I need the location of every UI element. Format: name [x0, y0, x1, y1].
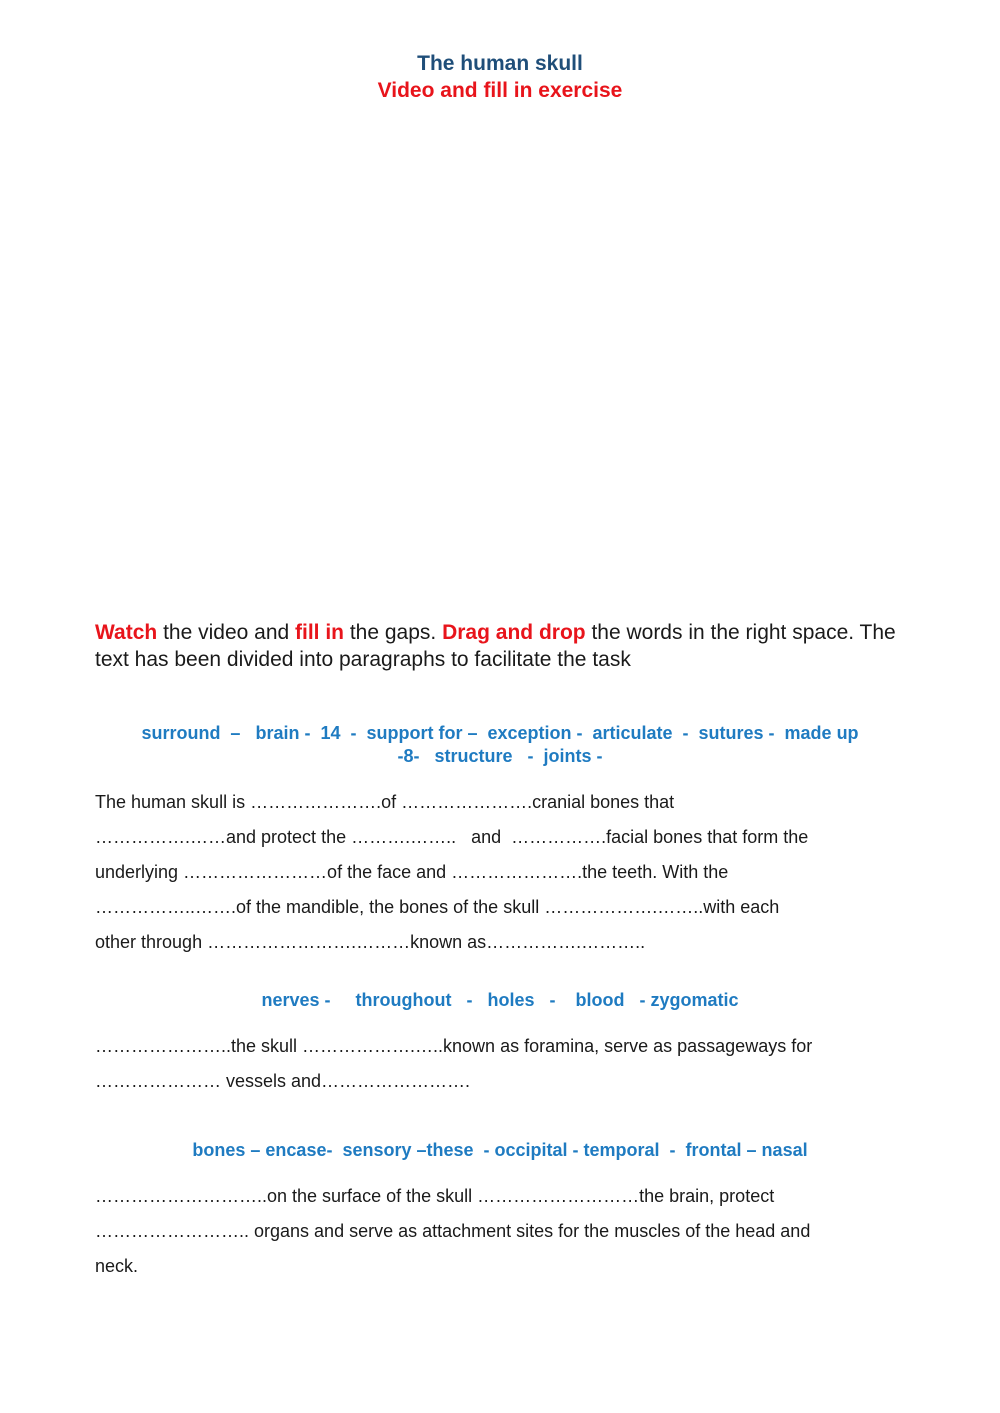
paragraph-line: …………….……and protect the ……….…….. and …………….facial bones that form the: [95, 827, 809, 847]
instructions: [95, 619, 915, 673]
page-title: The human skull: [417, 52, 583, 75]
instruction-text-3: the words in the right space. The text has been divided into paragraphs to facilitate the task: [95, 621, 896, 671]
word-bank-2[interactable]: nerves - throughout - holes - blood - zygomatic: [261, 990, 739, 1010]
paragraph-2: [95, 1029, 907, 1099]
paragraph-line: neck.: [95, 1256, 139, 1276]
instruction-fill-in: fill in: [295, 621, 345, 644]
word-bank-1: [95, 722, 905, 768]
page-subtitle: Video and fill in exercise: [377, 79, 623, 102]
paragraph-line: …………………….. organs and serve as attachment sites for the muscles of the head and: [95, 1221, 811, 1241]
word-bank-3[interactable]: bones – encase- sensory –these - occipital - temporal - frontal – nasal: [192, 1140, 808, 1160]
paragraph-line: ………………………..on the surface of the skull ………………………the brain, protect: [95, 1186, 775, 1206]
instruction-text-2: the gaps.: [344, 621, 443, 644]
word-bank-1-line-1[interactable]: surround – brain - 14 - support for – exception - articulate - sutures - made up: [141, 723, 859, 743]
video-placeholder[interactable]: [95, 120, 905, 600]
word-bank-1-line-2[interactable]: -8- structure - joints -: [397, 746, 603, 766]
instruction-drag-drop: Drag and drop: [442, 621, 586, 644]
paragraph-1: [95, 785, 907, 960]
paragraph-line: …………………..the skull ……………….…..known as foramina, serve as passageways for: [95, 1036, 813, 1056]
instruction-text-1: the video and: [157, 621, 296, 644]
instruction-watch: Watch: [95, 621, 158, 644]
paragraph-line: underlying ……………………of the face and ………………….the teeth. With the: [95, 862, 729, 882]
paragraph-line: The human skull is ………………….of ………………….cranial bones that: [95, 792, 675, 812]
paragraph-line: ……………..…….of the mandible, the bones of the skull ……………….……..with each: [95, 897, 780, 917]
paragraph-line: ………………… vessels and…………………….: [95, 1071, 471, 1091]
paragraph-line: other through …………………….………known as…………….………..: [95, 932, 646, 952]
paragraph-3: [95, 1179, 907, 1284]
